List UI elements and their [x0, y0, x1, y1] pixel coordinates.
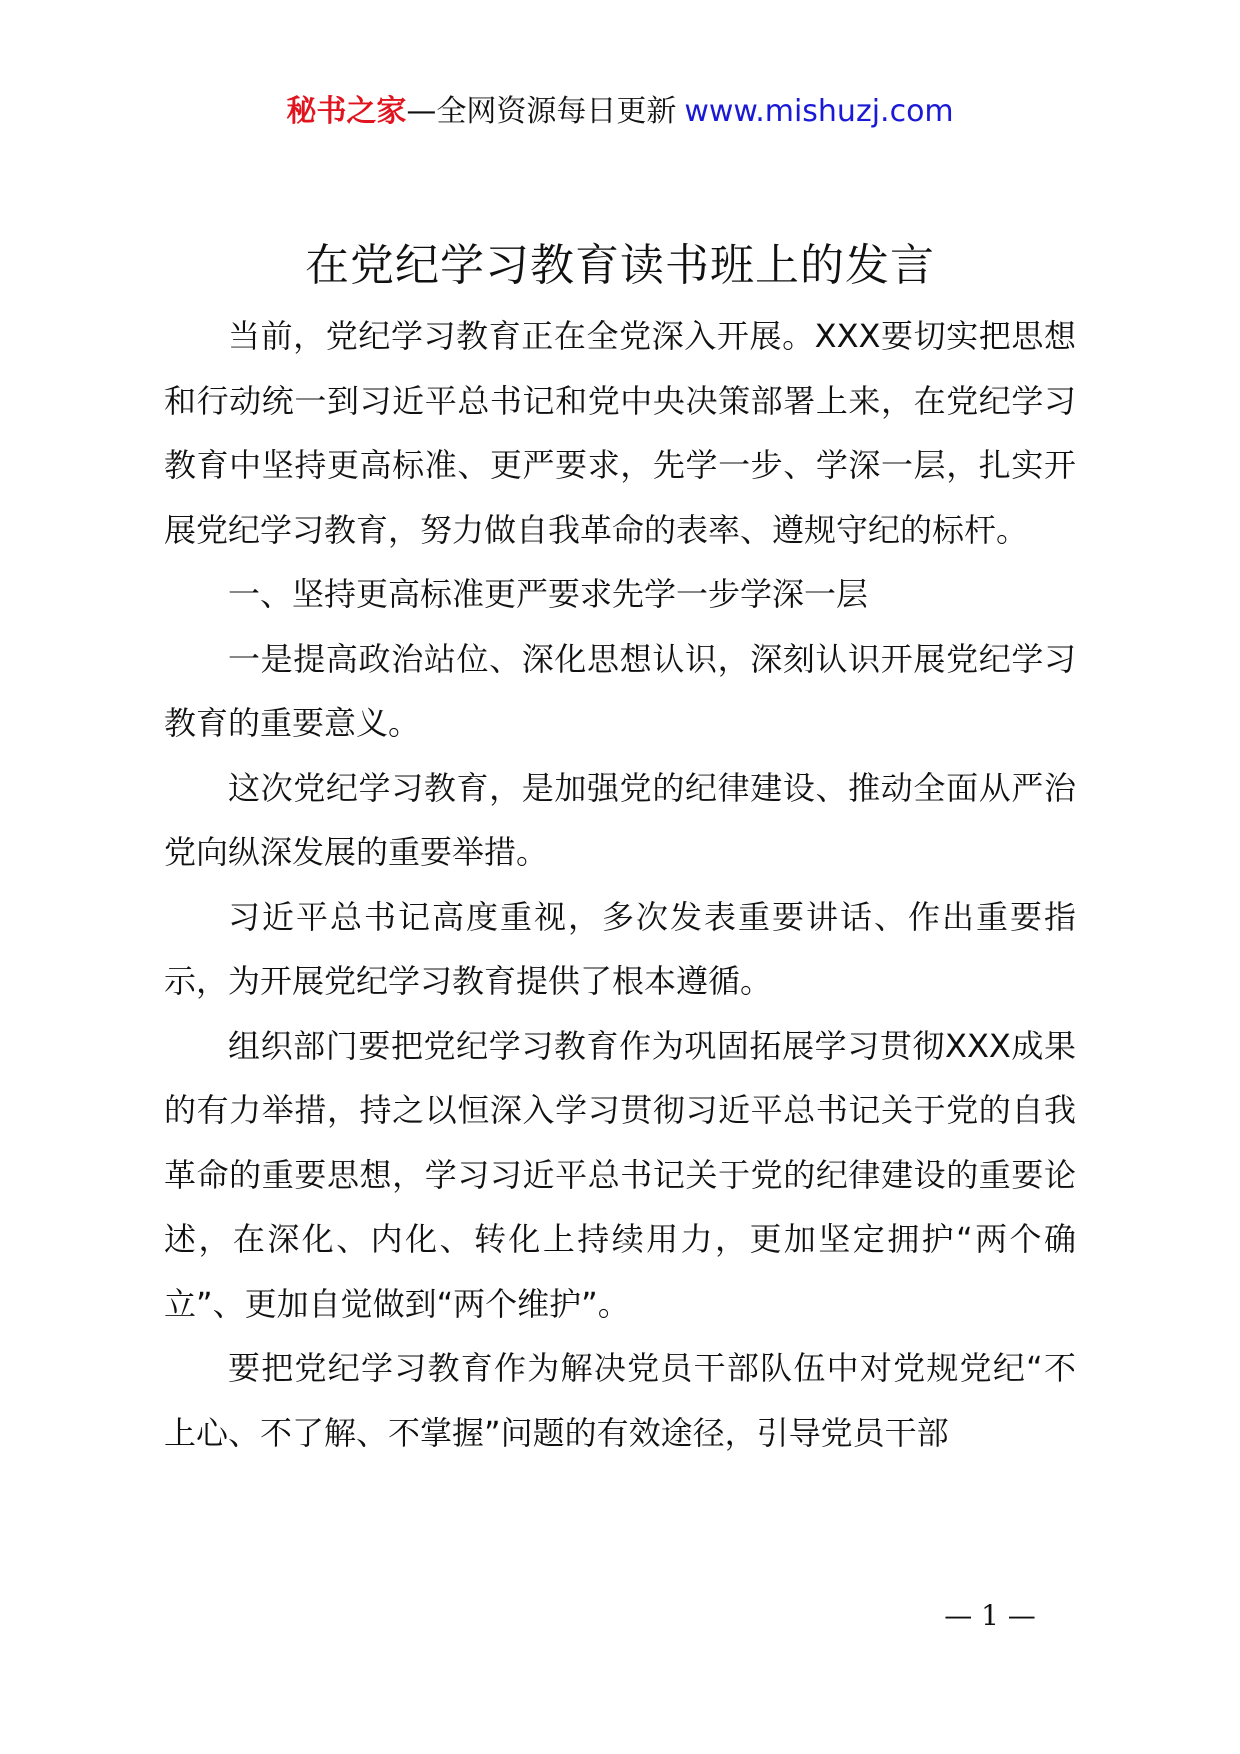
- paragraph: 一是提高政治站位、深化思想认识，深刻认识开展党纪学习教育的重要意义。: [164, 639, 1076, 742]
- paragraph: 这次党纪学习教育，是加强党的纪律建设、推动全面从严治党向纵深发展的重要举措。: [164, 768, 1076, 871]
- paragraph: 习近平总书记高度重视，多次发表重要讲话、作出重要指示，为开展党纪学习教育提供了根本遵循。: [164, 897, 1076, 1000]
- page-number: — 1 —: [944, 1599, 1036, 1632]
- paragraph: 组织部门要把党纪学习教育作为巩固拓展学习贯彻XXX成果的有力举措，持之以恒深入学习贯彻习近平总书记关于党的自我革命的重要思想，学习习近平总书记关于党的纪律建设的重要论述，在深化、内化、转化上持续用力，更加坚定拥护“两个确立”、更加自觉做到“两个维护”。: [164, 1026, 1076, 1323]
- document-title: 在党纪学习教育读书班上的发言: [305, 240, 935, 291]
- site-url-link[interactable]: www.mishuzj.com: [684, 94, 954, 129]
- paragraph: 要把党纪学习教育作为解决党员干部队伍中对党规党纪“不上心、不了解、不掌握”问题的有效途径，引导党员干部: [164, 1349, 1076, 1452]
- site-brand: 秘书之家: [286, 94, 407, 129]
- paragraph: 当前，党纪学习教育正在全党深入开展。XXX要切实把思想和行动统一到习近平总书记和党中央决策部署上来，在党纪学习教育中坚持更高标准、更严要求，先学一步、学深一层，扎实开展党纪学习教育，努力做自我革命的表率、遵规守纪的标杆。: [164, 317, 1076, 549]
- site-tagline: —全网资源每日更新: [406, 94, 677, 129]
- section-heading: 一、坚持更高标准更严要求先学一步学深一层: [228, 575, 869, 613]
- document-body: [164, 304, 1076, 1465]
- site-header: [0, 92, 1240, 132]
